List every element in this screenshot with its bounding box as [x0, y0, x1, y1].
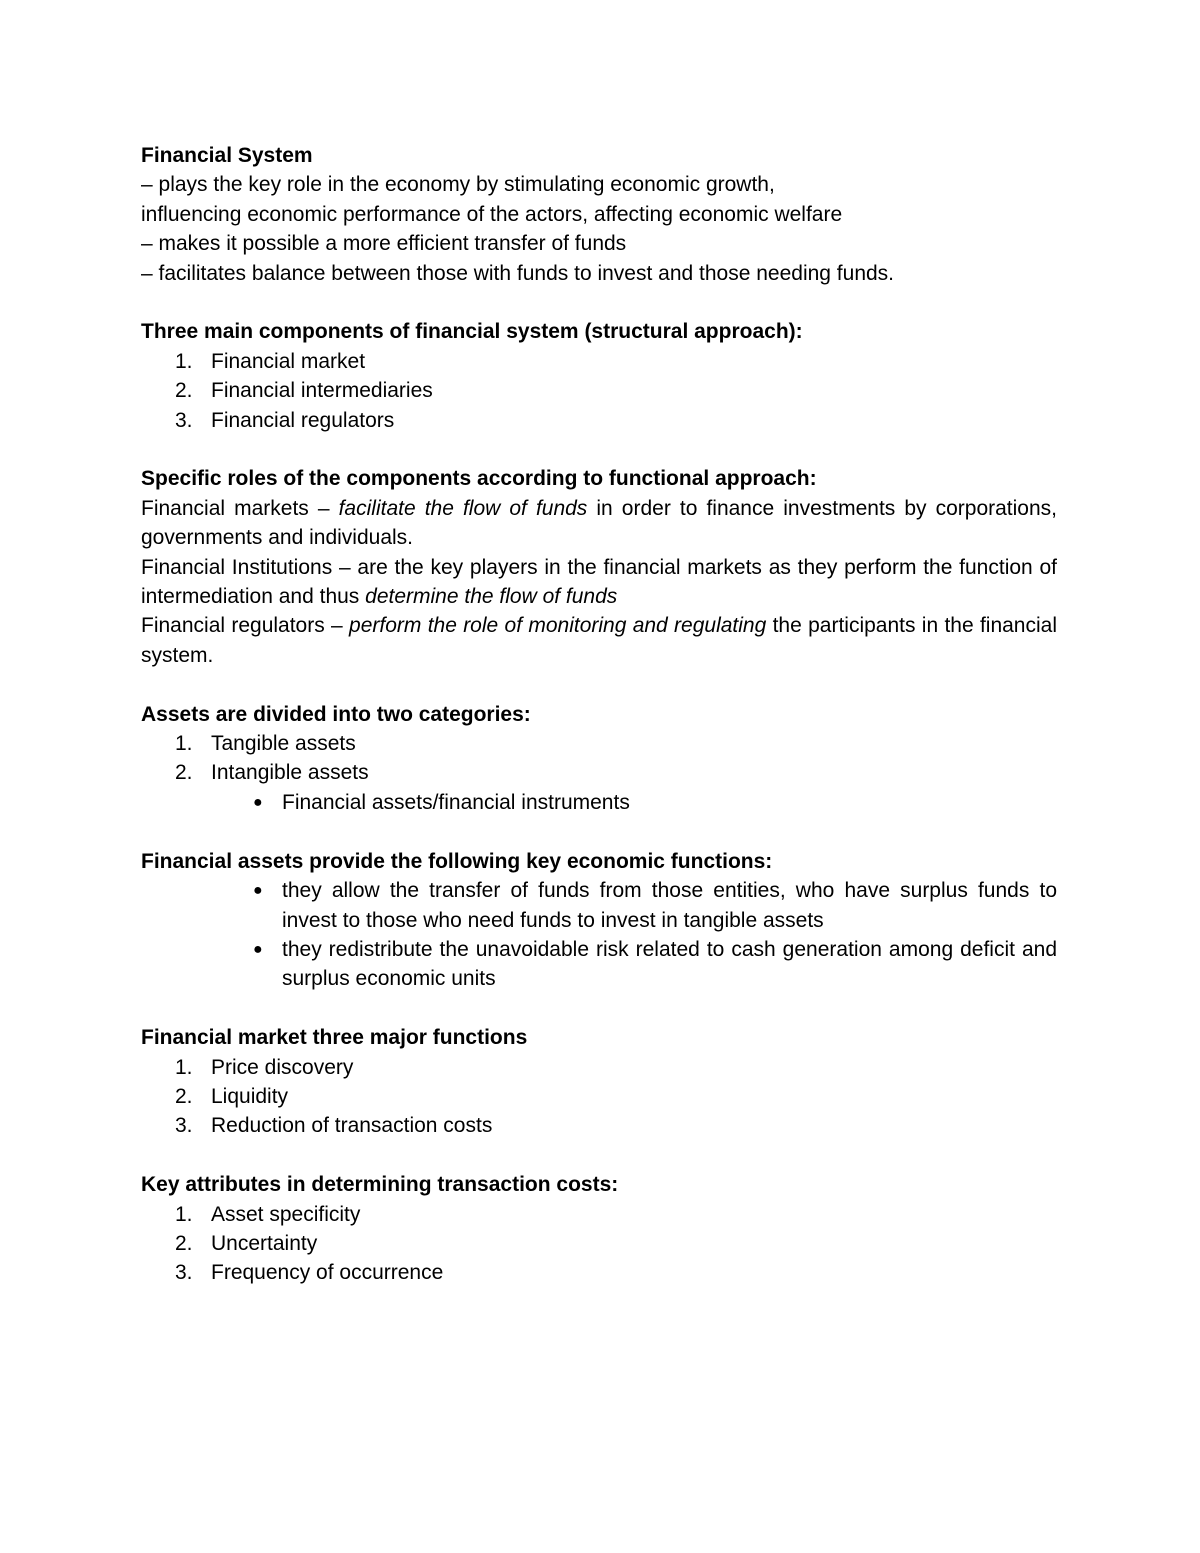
- list-item-text: Financial market: [211, 349, 366, 373]
- paragraph-emphasis: facilitate the flow of funds: [338, 496, 588, 520]
- section-heading: Assets are divided into two categories:: [141, 702, 531, 726]
- text-line: – plays the key role in the economy by stimulating economic growth,: [141, 173, 775, 197]
- list-number: 2.: [175, 761, 193, 785]
- paragraph-text: Financial Institutions – are the key players in the financial markets as they perform the function of intermediation and thus: [141, 555, 1057, 609]
- document-page: [141, 141, 1057, 1288]
- list-item: [141, 758, 1057, 787]
- list-number: 2.: [175, 1084, 193, 1108]
- list-item: [141, 729, 1057, 758]
- paragraph-financial-markets: [141, 494, 1057, 553]
- list-number: 1.: [175, 1202, 193, 1226]
- bullet-icon: ●: [253, 882, 263, 900]
- bullet-item: [141, 788, 1057, 817]
- paragraph-emphasis: determine the flow of funds: [365, 585, 618, 609]
- list-item-text: Intangible assets: [211, 761, 369, 785]
- list-item-text: Price discovery: [211, 1055, 354, 1079]
- bullet-item: [141, 876, 1057, 935]
- list-item-text: Financial intermediaries: [211, 379, 433, 403]
- section-specific-roles: [141, 464, 1057, 670]
- list-item: [141, 347, 1057, 376]
- section-heading: Three main components of financial system (structural approach):: [141, 320, 803, 344]
- section-asset-categories: [141, 700, 1057, 818]
- list-item: [141, 1229, 1057, 1258]
- list-number: 1.: [175, 349, 193, 373]
- list-item: [141, 1200, 1057, 1229]
- list-item: [141, 1111, 1057, 1140]
- paragraph-text: in order to finance investments by corporations, governments and individuals.: [141, 496, 1057, 550]
- list-number: 3.: [175, 1114, 193, 1138]
- bullet-item: [141, 935, 1057, 994]
- section-heading: Financial assets provide the following key economic functions:: [141, 849, 773, 873]
- section-economic-functions: [141, 847, 1057, 994]
- bullet-text: they redistribute the unavoidable risk related to cash generation among deficit and surplus economic units: [282, 937, 1057, 991]
- section-market-functions: [141, 1023, 1057, 1141]
- list-number: 3.: [175, 408, 193, 432]
- list-item-text: Reduction of transaction costs: [211, 1114, 493, 1138]
- list-item: [141, 1082, 1057, 1111]
- list-number: 2.: [175, 1231, 193, 1255]
- paragraph-financial-regulators: [141, 611, 1057, 670]
- bullet-text: Financial assets/financial instruments: [282, 790, 630, 814]
- paragraph-text: Financial regulators –: [141, 614, 350, 638]
- list-item: [141, 1258, 1057, 1287]
- list-item-text: Financial regulators: [211, 408, 395, 432]
- text-line: influencing economic performance of the actors, affecting economic welfare: [141, 202, 843, 226]
- text-line: – makes it possible a more efficient transfer of funds: [141, 232, 627, 256]
- section-financial-system: [141, 141, 1057, 288]
- list-item: [141, 376, 1057, 405]
- paragraph-text: Financial markets –: [141, 496, 339, 520]
- list-item-text: Liquidity: [211, 1084, 289, 1108]
- paragraph-emphasis: perform the role of monitoring and regulating: [349, 614, 767, 638]
- list-number: 3.: [175, 1261, 193, 1285]
- bullet-text: they allow the transfer of funds from those entities, who have surplus funds to invest to those who need funds to invest in tangible assets: [282, 879, 1057, 932]
- list-number: 2.: [175, 379, 193, 403]
- list-item: [141, 1053, 1057, 1082]
- section-three-components: [141, 317, 1057, 435]
- bullet-icon: ●: [253, 940, 263, 958]
- bullet-icon: ●: [253, 793, 263, 811]
- section-heading: Key attributes in determining transaction costs:: [141, 1173, 619, 1197]
- section-heading: Financial market three major functions: [141, 1026, 528, 1050]
- paragraph-text: the participants in the financial system.: [141, 614, 1057, 667]
- list-number: 1.: [175, 732, 193, 756]
- list-number: 1.: [175, 1055, 193, 1079]
- section-heading: Specific roles of the components according to functional approach:: [141, 467, 817, 491]
- section-transaction-costs: [141, 1170, 1057, 1288]
- list-item-text: Frequency of occurrence: [211, 1261, 444, 1285]
- list-item-text: Uncertainty: [211, 1231, 318, 1255]
- text-line: – facilitates balance between those with funds to invest and those needing funds.: [141, 261, 895, 285]
- list-item-text: Tangible assets: [211, 732, 356, 756]
- paragraph-financial-institutions: [141, 553, 1057, 612]
- list-item-text: Asset specificity: [211, 1202, 361, 1226]
- list-item: [141, 406, 1057, 435]
- section-heading: Financial System: [141, 144, 313, 167]
